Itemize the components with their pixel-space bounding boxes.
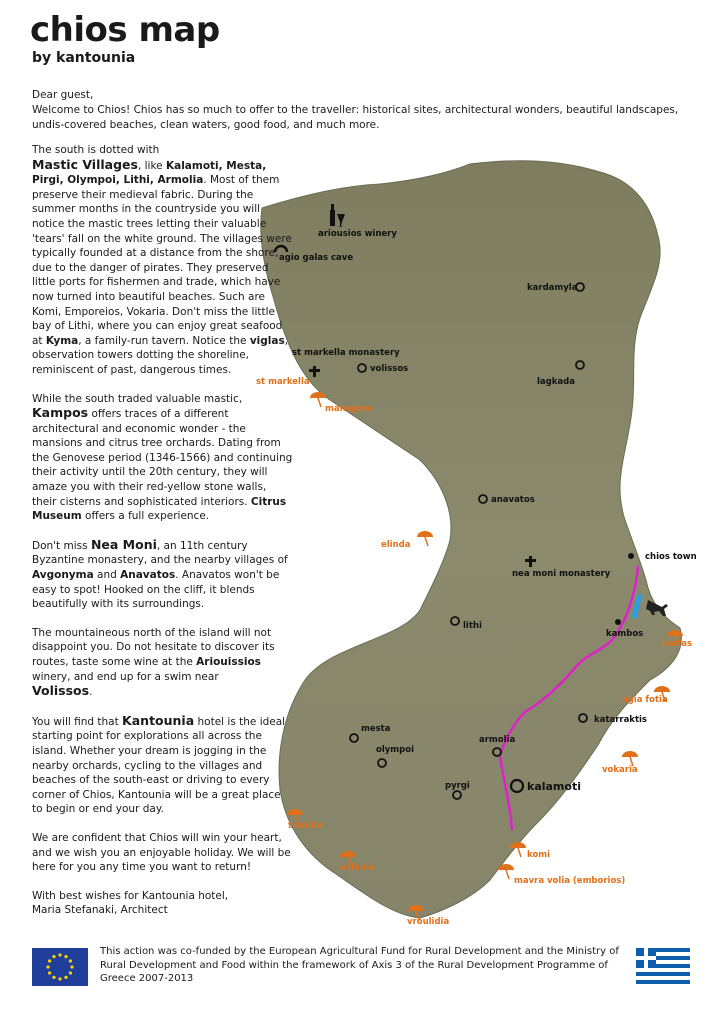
signature: With best wishes for Kantounia hotel, Maria Stefanaki, Architect	[32, 889, 229, 917]
label-armolia: armolia	[479, 735, 516, 745]
beach-label-st-markella: st markella	[256, 377, 310, 387]
label-volissos: volissos	[370, 364, 409, 374]
funding-notice: This action was co-funded by the European Agricultural Fund for Rural Development and the Ministry of Rural Development and Food within the framework of Axis 3 of the Rural Development Programme of Greece 2007-2013	[100, 946, 619, 984]
beach-label-elinda: elinda	[381, 540, 411, 550]
island-shape	[261, 161, 682, 918]
paragraph-nea-moni: Don't miss Nea Moni, an 11th century Byzantine monastery, and the nearby villages of Avgonyma and Anavatos. Anavatos won't be easy to spot! Hooked on the cliff, it blends beautifully with its surroundings.	[32, 536, 288, 611]
beach-umbrella-icon	[417, 531, 433, 546]
label-lithi: lithi	[463, 621, 482, 631]
eu-flag-logo	[32, 948, 88, 986]
guide-text-column	[32, 143, 294, 932]
page-subtitle: by kantounia	[32, 50, 136, 66]
beach-label-trahilia: trahilia	[288, 821, 323, 831]
label-kambos: kambos	[606, 629, 644, 639]
label-agio-galas: agio galas cave	[279, 253, 354, 263]
paragraph-closing: We are confident that Chios will win your heart, and we wish you an enjoyable holiday. We will be here for you any time you want to return!	[32, 831, 291, 874]
page-title: chios map	[30, 10, 220, 50]
beach-umbrella-icon	[310, 392, 326, 407]
label-st-markella-monastery: st markella monastery	[292, 348, 400, 358]
intro-text	[32, 88, 702, 133]
beach-label-vokaria: vokaria	[602, 765, 638, 775]
paragraph-north: The mountaineous north of the island will not disappoint you. Do not hesitate to discover its routes, taste some wine at the Ariouissios winery, and end up for a swim near Volissos.	[32, 626, 275, 699]
paragraph-kampos: While the south traded valuable mastic, Kampos offers traces of a different architectural and economic wonder - the mansions and citrus tree orchards. Dating from the Genovese period (1346-1566) and continuing their activity until the 20th century, they will amaze you with their red-yellow stone walls, their cisterns and sophisticated interiors. Citrus Museum offers a full experience.	[32, 392, 293, 523]
beach-label-vroulidia: vroulidia	[407, 917, 450, 927]
beach-umbrella-icon	[498, 864, 514, 879]
beach-label-avlonia: avlonia	[340, 863, 375, 873]
label-kalamoti: kalamoti	[527, 780, 581, 793]
label-anavatos: anavatos	[491, 495, 535, 505]
label-ariousios: ariousios winery	[318, 229, 397, 239]
label-mesta: mesta	[361, 724, 391, 734]
paragraph-kantounia: You will find that Kantounia hotel is the ideal starting point for explorations all across the island. Whether your dream is jogging in the nearby orchards, cycling to the villages and beaches of the south-east or driving to every corner of Chios, Kantounia will be a great place to begin or end your day.	[32, 712, 286, 816]
label-katarraktis: katarraktis	[594, 715, 647, 725]
label-kardamyla: kardamyla	[527, 283, 578, 293]
label-chios-town: chios town	[645, 552, 697, 562]
kambos-marker	[615, 619, 621, 625]
paragraph-mastic-villages: The south is dotted with Mastic Villages, like Kalamoti, Mesta, Pirgi, Olympoi, Lithi, Armolia. Most of them preserve their medieval fabric. During the summer months in the countryside you will notice the mastic trees letting their valuable 'tears' fall on the white ground. The villages were typically founded at a distance from the shore, due to the danger of pirates. They preserved little ports for fishermen and trade, which have now turned into beautiful beaches. Such are Komi, Emporeios, Vokaria. Don't miss the little bay of Lithi, where you can enjoy great seafood at Kyma, a family-run tavern. Notice the viglas, observation towers dotting the shoreline, reminiscent of past, dangerous times.	[32, 144, 292, 376]
welcome-line: Welcome to Chios! Chios has so much to offer to the traveller: historical sites, architectural wonders, beautiful landscapes, undis-covered beaches, clean waters, good food, and much more.	[32, 104, 679, 131]
beach-umbrella-icon	[622, 751, 638, 766]
beach-label-agia-fotia: agia fotia	[622, 695, 668, 705]
label-nea-moni: nea moni monastery	[512, 569, 611, 579]
beach-label-karfas: karfas	[662, 639, 693, 649]
label-lagkada: lagkada	[537, 377, 575, 387]
label-olympoi: olympoi	[376, 745, 414, 755]
label-pyrgi: pyrgi	[445, 781, 470, 791]
beach-label-komi: komi	[527, 850, 551, 860]
chios-town-marker	[628, 553, 634, 559]
greek-flag-logo	[636, 948, 690, 984]
greeting: Dear guest,	[32, 89, 94, 101]
beach-label-mavra-volia: mavra volia (emborios)	[514, 876, 626, 886]
beach-label-managros: managros	[325, 404, 373, 414]
